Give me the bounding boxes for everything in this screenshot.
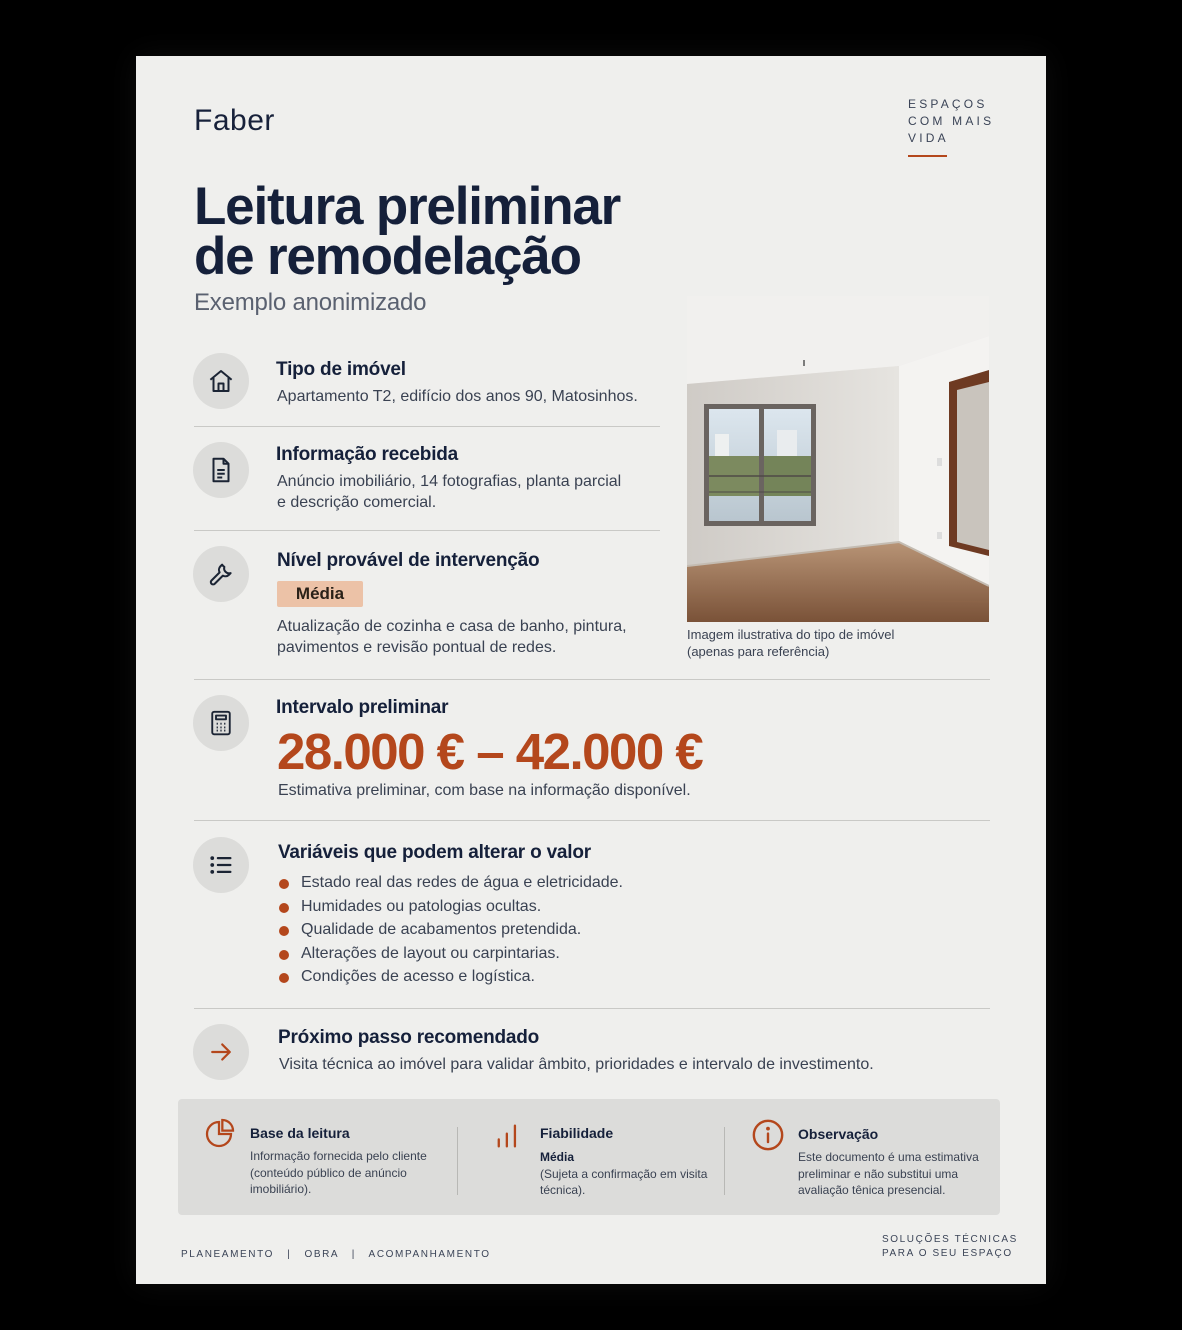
list-item: Qualidade de acabamentos pretendida. xyxy=(279,918,623,942)
arrow-right-icon xyxy=(193,1024,249,1080)
intervention-text xyxy=(277,616,627,658)
pie-chart-icon xyxy=(203,1118,235,1150)
reliability-line: (Sujeta a confirmação em visita xyxy=(540,1166,708,1181)
divider xyxy=(194,1008,990,1009)
wrench-icon xyxy=(193,546,249,602)
price-range: 28.000 € – 42.000 € xyxy=(277,723,703,780)
divider xyxy=(194,530,660,531)
tagline-line: VIDA xyxy=(908,131,949,145)
bar-chart-icon xyxy=(494,1121,522,1151)
note-text xyxy=(798,1149,979,1199)
reliability-line: técnica). xyxy=(540,1183,586,1197)
intervention-line: pavimentos e revisão pontual de redes. xyxy=(277,639,557,656)
document-page xyxy=(136,56,1046,1284)
note-line: preliminar e não substitui uma xyxy=(798,1166,959,1181)
property-heading: Tipo de imóvel xyxy=(276,359,406,380)
variables-list xyxy=(279,871,623,989)
info-line: e descrição comercial. xyxy=(277,494,437,511)
tagline xyxy=(908,96,994,147)
range-heading: Intervalo preliminar xyxy=(276,697,449,718)
home-icon xyxy=(193,353,249,409)
basis-text xyxy=(250,1148,427,1198)
document-icon xyxy=(193,442,249,498)
note-line: Este documento é uma estimativa xyxy=(798,1150,979,1164)
panel-divider xyxy=(457,1127,458,1195)
variables-heading: Variáveis que podem alterar o valor xyxy=(278,842,591,863)
property-photo xyxy=(687,296,989,622)
list-item: Estado real das redes de água e eletricidade. xyxy=(279,871,623,895)
panel-divider xyxy=(724,1127,725,1195)
title-line: Leitura preliminar xyxy=(194,177,621,236)
footer-tagline-line: SOLUÇÕES TÉCNICAS xyxy=(882,1234,1018,1245)
property-text: Apartamento T2, edifício dos anos 90, Matosinhos. xyxy=(277,388,638,405)
basis-heading: Base da leitura xyxy=(250,1125,350,1141)
basis-line: (conteúdo público de anúncio xyxy=(250,1165,407,1180)
list-item: Humidades ou patologias ocultas. xyxy=(279,895,623,919)
intervention-heading: Nível provável de intervenção xyxy=(277,550,540,571)
caption-line: Imagem ilustrativa do tipo de imóvel xyxy=(687,627,895,642)
reliability-text xyxy=(540,1149,707,1199)
reliability-level: Média xyxy=(540,1150,575,1164)
footer-tagline xyxy=(882,1233,1018,1261)
divider xyxy=(194,426,660,427)
calculator-icon xyxy=(193,695,249,751)
tagline-accent-rule xyxy=(908,155,947,157)
divider xyxy=(194,679,990,680)
intervention-line: Atualização de cozinha e casa de banho, pintura, xyxy=(277,618,627,635)
intervention-level-badge: Média xyxy=(277,581,363,607)
note-heading: Observação xyxy=(798,1126,879,1142)
list-icon xyxy=(193,837,249,893)
summary-panel xyxy=(178,1099,1000,1215)
info-heading: Informação recebida xyxy=(276,444,459,465)
list-item: Condições de acesso e logística. xyxy=(279,965,623,989)
page-subtitle: Exemplo anonimizado xyxy=(194,289,427,316)
footer-tagline-line: PARA O SEU ESPAÇO xyxy=(882,1248,1013,1259)
caption-line: (apenas para referência) xyxy=(687,644,830,659)
range-note: Estimativa preliminar, com base na informação disponível. xyxy=(278,782,691,799)
divider xyxy=(194,820,990,821)
list-item: Alterações de layout ou carpintarias. xyxy=(279,942,623,966)
info-text xyxy=(277,471,621,513)
page-title xyxy=(194,177,621,286)
basis-line: imobiliário). xyxy=(250,1182,312,1196)
info-line: Anúncio imobiliário, 14 fotografias, planta parcial xyxy=(277,473,622,490)
brand-logo: Faber xyxy=(194,104,275,137)
note-line: avaliação tênica presencial. xyxy=(798,1183,946,1197)
basis-line: Informação fornecida pelo cliente xyxy=(250,1149,427,1163)
reliability-heading: Fiabilidade xyxy=(540,1125,614,1141)
title-line: de remodelação xyxy=(194,227,581,286)
tagline-line: ESPAÇOS xyxy=(908,97,988,111)
info-icon xyxy=(751,1118,785,1152)
footer-services: PLANEAMENTO | OBRA | ACOMPANHAMENTO xyxy=(181,1249,491,1260)
tagline-line: COM MAIS xyxy=(908,114,995,128)
next-step-text: Visita técnica ao imóvel para validar âmbito, prioridades e intervalo de investimento. xyxy=(279,1056,874,1073)
next-step-heading: Próximo passo recomendado xyxy=(278,1027,540,1048)
photo-caption xyxy=(687,626,894,660)
